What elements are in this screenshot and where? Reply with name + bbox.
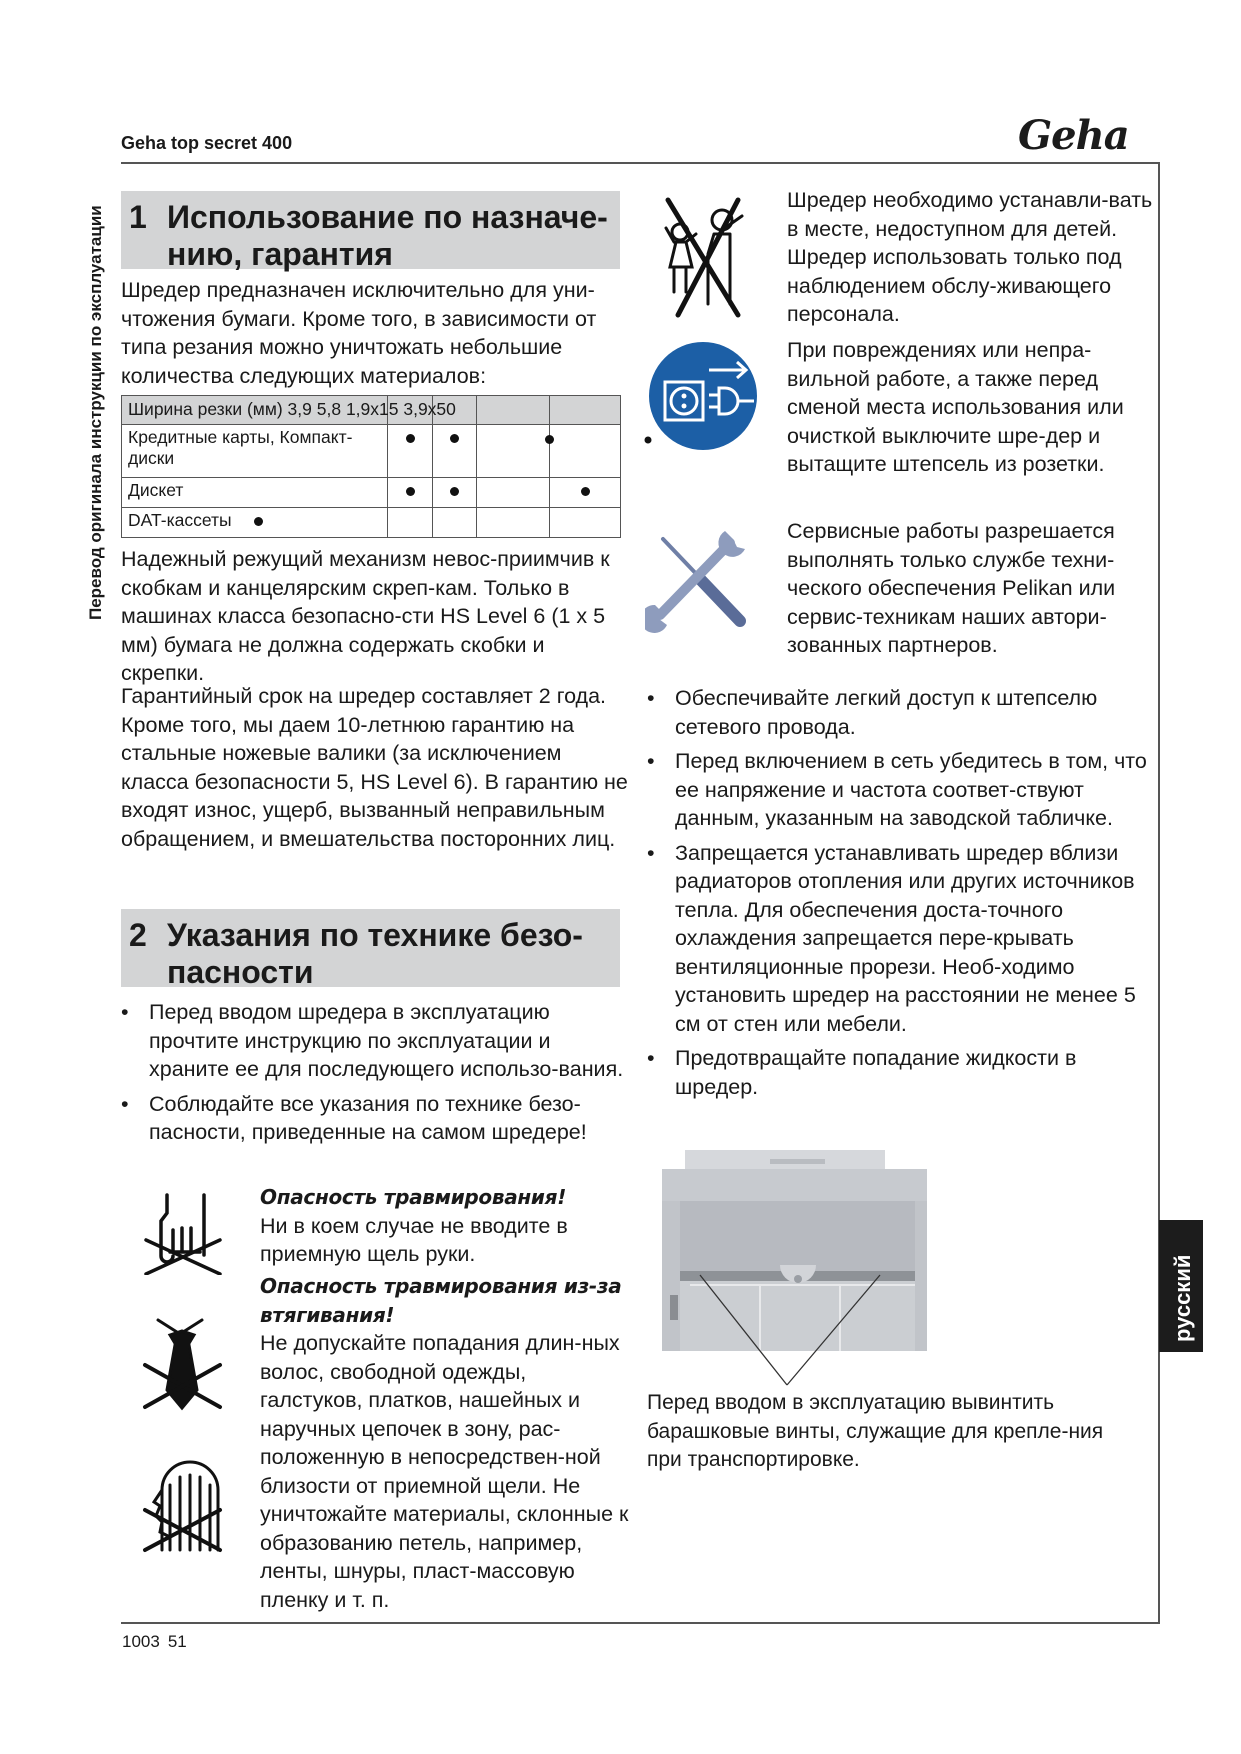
warning-title: Опасность травмирования! — [260, 1185, 567, 1209]
mark-icon — [406, 487, 415, 496]
warning-text: Не допускайте попадания длин-ных волос, свободной одежды, галстуков, платков, нашейных и наручных цепочек в зону, рас-положенную в непосредствен-ной близости от приемной щели. Не уничтожайте материалы, склонные к образованию петель, например, ленты, шнуры, пласт-массовую пленку и т. п. — [260, 1331, 629, 1612]
no-tie-icon — [140, 1315, 225, 1415]
bullet-icon: • — [647, 840, 655, 865]
bullet-icon: • — [647, 686, 655, 710]
materials-table — [121, 395, 621, 538]
mechanism-paragraph: Надежный режущий механизм невос-приимчив к скобкам и канцелярским скреп-кам. Только в машинах класса безопасно-сти HS Level 6 (1 x 5 мм) бумага не должна содержать скобки и скрепки. — [121, 547, 610, 685]
bullet-icon: • — [121, 1000, 129, 1024]
notice-service: Сервисные работы разрешается выполнять только службе техни-ческого обеспечения Pelikan или сервис-техникам наших автори-зованных партнеров. — [787, 519, 1116, 657]
section-2-title-line1: Указания по технике безо- — [167, 917, 583, 953]
mark-icon — [406, 434, 415, 443]
list-item: • Обеспечивайте легкий доступ к штепселю сетевого провода. — [647, 686, 1098, 739]
table-cell-label: Дискет — [122, 478, 388, 508]
table-cell-label: DAT-кассеты — [128, 510, 232, 530]
no-children-icon — [650, 190, 760, 320]
list-item: • Перед вводом шредера в эксплуатацию прочтите инструкцию по эксплуатации и храните ее для последующего использо-вания. — [121, 1000, 624, 1081]
geha-logo: Geha — [1018, 112, 1129, 159]
list-item: • Перед включением в сеть убедитесь в том, что ее напряжение и частота соответ-ствуют данным, указанным на заводской табличке. — [647, 749, 1147, 830]
warning-block-1 — [260, 1183, 630, 1269]
bullet-icon: • — [121, 1091, 129, 1116]
photo-caption: Перед вводом в эксплуатацию вывинтить барашковые винты, служащие для крепле-ния при транспортировке. — [647, 1391, 1104, 1471]
table-row — [122, 508, 621, 538]
section-2-bullet-list — [121, 998, 626, 1153]
warning-text: Ни в коем случае не вводите в приемную щель руки. — [260, 1213, 568, 1266]
table-row — [122, 478, 621, 508]
page-footer — [122, 1632, 187, 1652]
no-long-hair-icon — [140, 1455, 225, 1555]
bullet-icon: • — [647, 1046, 655, 1070]
right-bullet-list — [647, 684, 1152, 1107]
list-item: • Запрещается устанавливать шредер вблизи радиаторов отопления или других источников тепла. Для обеспечения доста-точного охлаждения запрещается пере-крывать вентиляционные прорези. Необ-ходимо установить шредер на расстоянии не менее 5 см от стен или мебели. — [647, 840, 1136, 1036]
table-cell-label: Кредитные карты, Компакт-диски — [122, 425, 388, 478]
table-header-row — [122, 396, 621, 425]
warning-block-2 — [260, 1272, 630, 1614]
list-item: • Соблюдайте все указания по технике безо-пасности, приведенные на самом шредере! — [121, 1091, 587, 1144]
header-rule — [121, 162, 1160, 164]
doc-code: 1003 — [122, 1632, 160, 1651]
document-title: Geha top secret 400 — [121, 133, 293, 153]
language-tab — [1159, 1220, 1203, 1352]
notice-unplug: При повреждениях или непра-вильной работе, а также перед сменой места использования или очисткой выключите шре-дер и вытащите штепсель из розетки. — [787, 338, 1124, 476]
unplug-icon — [643, 340, 758, 455]
no-hands-icon — [140, 1190, 225, 1275]
table-row — [122, 425, 621, 478]
warning-title: Опасность травмирования из-за втягивания! — [260, 1274, 622, 1327]
frame-rule-right — [1158, 162, 1160, 1624]
notice-children: Шредер необходимо устанавли-вать в месте, недоступном для детей. Шредер использовать только под наблюдением обслу-живающего персонала. — [787, 188, 1153, 326]
mark-icon — [450, 487, 459, 496]
mark-icon — [581, 487, 590, 496]
side-label: Перевод оригинала инструкции по эксплуатации — [86, 205, 105, 620]
mark-icon — [450, 434, 459, 443]
section-1-intro: Шредер предназначен исключительно для уни-чтожения бумаги. Кроме того, в зависимости от типа резания можно уничтожать небольшие количества следующих материалов: — [121, 278, 597, 388]
section-2-heading — [121, 909, 620, 990]
section-2-title-line2: пасности — [167, 954, 314, 990]
list-item: • Предотвращайте попадание жидкости в шредер. — [647, 1046, 1077, 1099]
table-header-text: Ширина резки (мм) 3,9 5,8 1,9x15 3,9x50 — [128, 399, 456, 419]
section-1-title-line1: Использование по назначе- — [167, 199, 608, 235]
section-1-heading — [121, 191, 620, 272]
page-number: 51 — [167, 1632, 187, 1651]
section-2-number: 2 — [129, 917, 147, 953]
footer-rule — [121, 1622, 1160, 1624]
mark-icon — [254, 517, 263, 526]
tools-icon — [645, 525, 755, 635]
language-tab-label: русский — [1170, 1254, 1195, 1342]
section-1-number: 1 — [129, 199, 147, 235]
bullet-icon: • — [647, 749, 655, 773]
warranty-paragraph: Гарантийный срок на шредер составляет 2 года. Кроме того, мы даем 10-летнюю гарантию на стальные ножевые валики (за исключением класса безопасности 5, HS Level 6). В гарантию не входят износ, ущерб, вызванный неправильным обращением, и вмешательства посторонних лиц. — [121, 684, 628, 851]
section-1-title-line2: нию, гарантия — [167, 236, 393, 272]
shredder-photo — [650, 1145, 935, 1395]
